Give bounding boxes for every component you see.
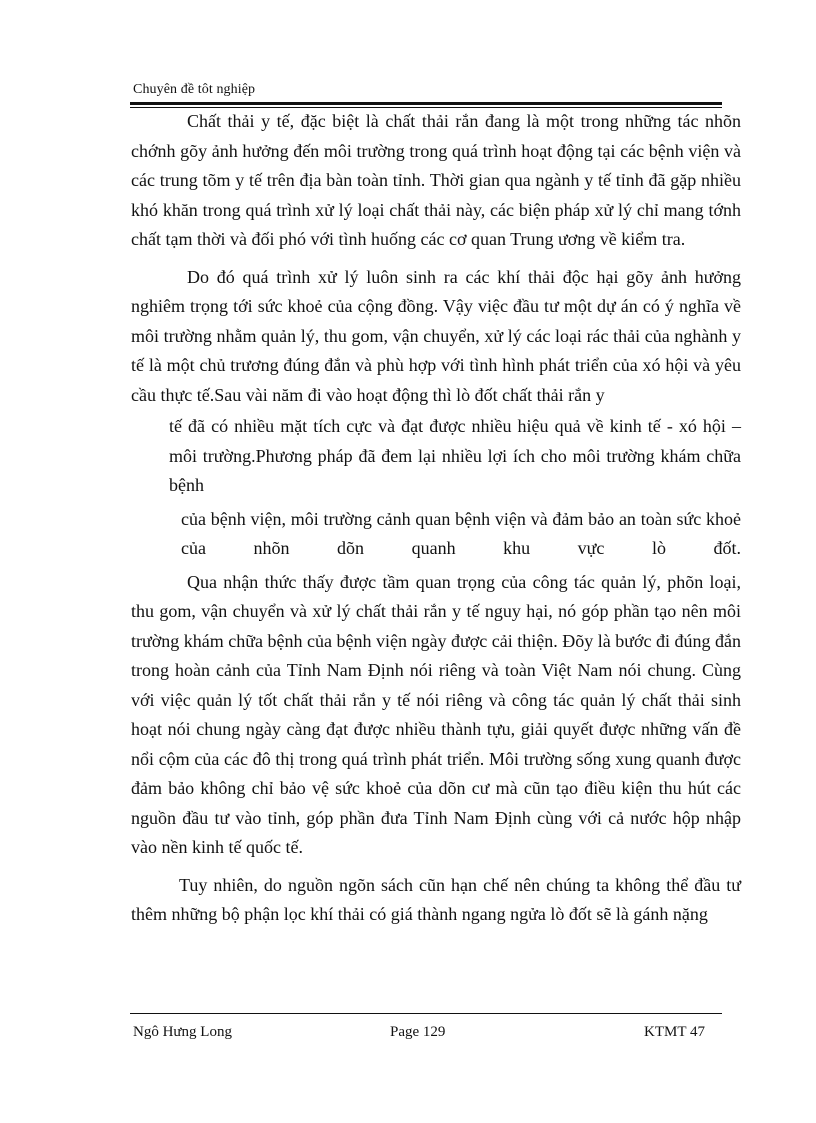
running-header-title: Chuyên đề tôt nghiệp bbox=[133, 82, 256, 97]
document-body bbox=[131, 107, 741, 930]
paragraph-1: Chất thải y tế, đặc biệt là chất thải rắn đang là một trong những tác nhõn chớnh gõy ảnh hưởng đến môi trường trong quá trình hoạt động tại các bệnh viện và các trung tõm y tế trên địa bàn toàn tỉnh. Thời gian qua ngành y tế tỉnh đã gặp nhiều khó khăn trong quá trình xử lý loại chất thải này, các biện pháp xử lý chỉ mang tớnh chất tạm thời và đối phó với tình huống các cơ quan Trung ương về kiểm tra. bbox=[131, 111, 741, 249]
header-divider-thick bbox=[130, 102, 722, 105]
paragraph-3: tế đã có nhiều mặt tích cực và đạt được nhiều hiệu quả về kinh tế - xó hội – môi trường.Phương pháp đã đem lại nhiều lợi ích cho môi trường khám chữa bệnh bbox=[169, 416, 741, 495]
footer-class-code: KTMT 47 bbox=[644, 1024, 705, 1040]
paragraph-2: Do đó quá trình xử lý luôn sinh ra các khí thải độc hại gõy ảnh hưởng nghiêm trọng tới sức khoẻ của cộng đồng. Vậy việc đầu tư một dự án có ý nghĩa về môi trường nhằm quản lý, thu gom, vận chuyển, xử lý các loại rác thải của nghành y tế là một chủ trương đúng đắn và phù hợp với tình hình phát triển của xó hội và yêu cầu thực tế.Sau vài năm đi vào hoạt động thì lò đốt chất thải rắn y bbox=[131, 266, 741, 405]
footer-page-number: Page 129 bbox=[390, 1024, 446, 1040]
footer-author: Ngô Hưng Long bbox=[133, 1024, 232, 1040]
paragraph-4: của bệnh viện, môi trường cảnh quan bệnh viện và đảm bảo an toàn sức khoẻ của nhõn dõn quanh khu vực lò đốt. bbox=[181, 508, 741, 558]
paragraph-5: Qua nhận thức thấy được tầm quan trọng của công tác quản lý, phõn loại, thu gom, vận chuyển và xử lý chất thải rắn y tế nguy hại, nó góp phần tạo nên môi trường khám chữa bệnh của bệnh viện ngày được cải thiện. Đõy là bước đi đúng đắn trong hoàn cảnh của Tỉnh Nam Định nói riêng và toàn Việt Nam nói chung. Cùng với việc quản lý tốt chất thải rắn y tế nói riêng và công tác quản lý chất thải sinh hoạt nói chung ngày càng đạt được nhiều thành tựu, giải quyết được những vấn đề nổi cộm của các đô thị trong quá trình phát triển. Môi trường sống xung quanh được đảm bảo không chỉ bảo vệ sức khoẻ của dõn cư mà cũn tạo điều kiện thu hút các nguồn đầu tư vào tỉnh, góp phần đưa Tỉnh Nam Định cùng với cả nước hộp nhập vào nền kinh tế quốc tế. bbox=[131, 571, 741, 857]
footer-divider bbox=[130, 1013, 722, 1014]
paragraph-6: Tuy nhiên, do nguồn ngõn sách cũn hạn chế nên chúng ta không thể đầu tư thêm những bộ phận lọc khí thải có giá thành ngang ngửa lò đốt sẽ là gánh nặng bbox=[131, 874, 741, 924]
